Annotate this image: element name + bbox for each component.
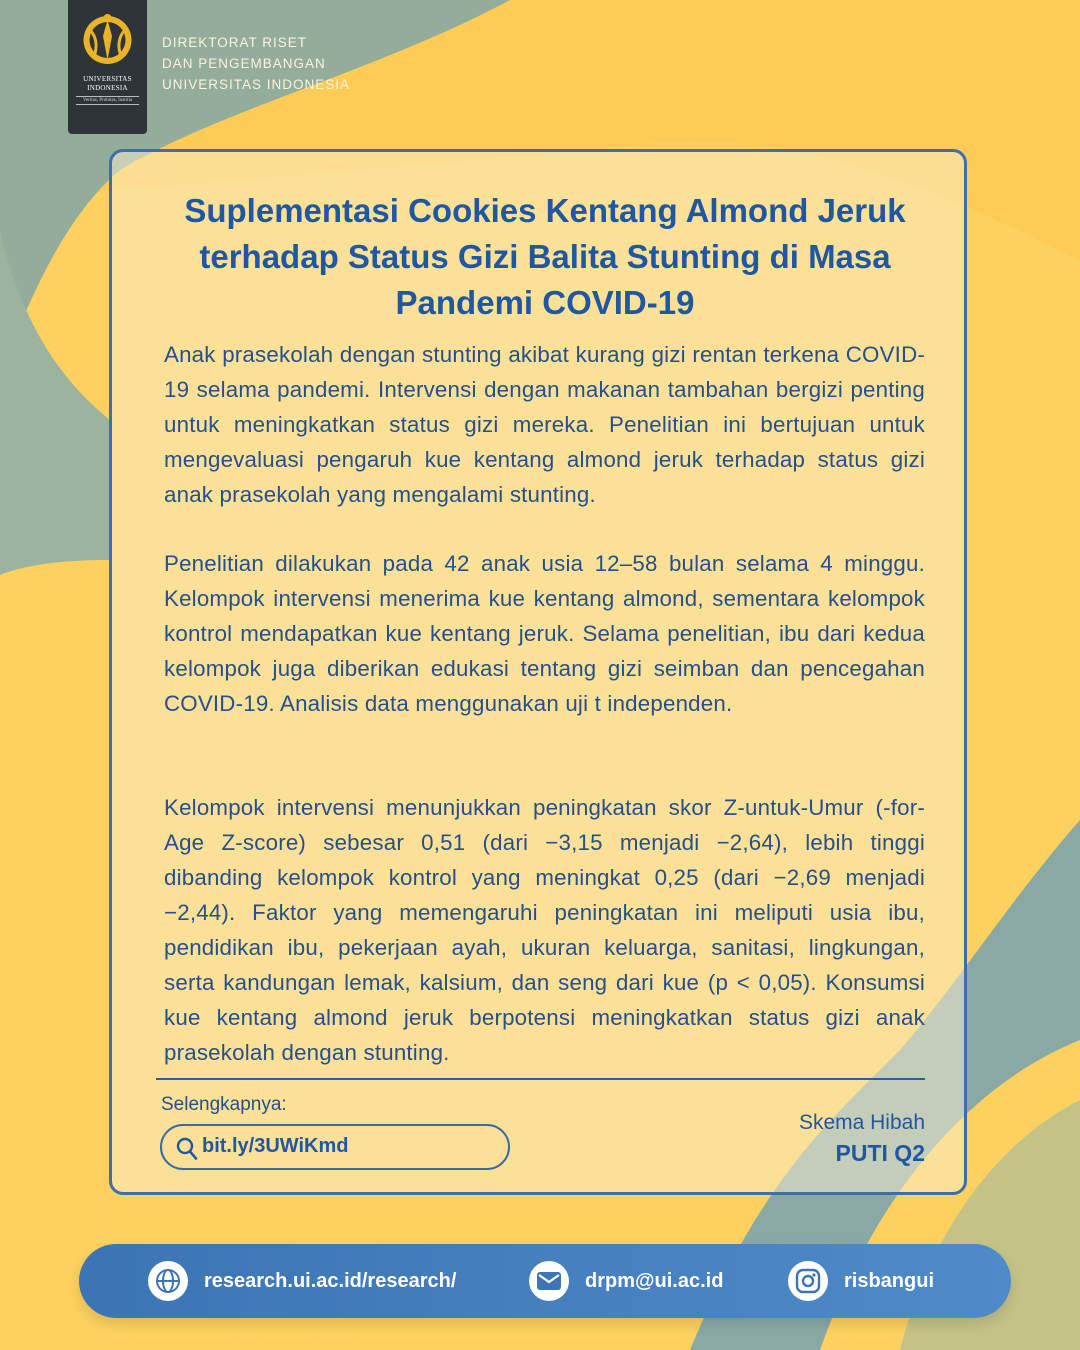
globe-icon	[148, 1261, 188, 1301]
logo-text-line2: INDONESIA	[87, 84, 128, 92]
org-line: DAN PENGEMBANGAN	[162, 56, 326, 71]
logo-motto: Veritas, Probitas, Iustitia	[76, 96, 139, 105]
instagram-text[interactable]: risbangui	[844, 1269, 935, 1292]
title-line: Pandemi COVID-19	[395, 284, 695, 321]
mail-icon	[529, 1261, 569, 1301]
logo-text-line1: UNIVERSITAS	[83, 75, 132, 83]
article-title	[150, 188, 940, 326]
search-icon	[176, 1137, 198, 1161]
scheme-label: Skema Hibah	[798, 1111, 925, 1134]
title-line: terhadap Status Gizi Balita Stunting di Masa	[199, 238, 891, 275]
instagram-icon	[788, 1261, 828, 1301]
contact-footer	[79, 1244, 1011, 1318]
grant-scheme	[799, 1109, 925, 1169]
divider	[156, 1078, 925, 1080]
website-link[interactable]	[148, 1261, 456, 1301]
email-text[interactable]: drpm@ui.ac.id	[585, 1269, 724, 1292]
more-label: Selengkapnya:	[161, 1094, 287, 1115]
instagram-link[interactable]	[788, 1261, 934, 1301]
scheme-name: PUTI Q2	[835, 1140, 925, 1166]
university-logo	[68, 0, 147, 134]
organization-name	[162, 32, 350, 95]
paragraph-method: Penelitian dilakukan pada 42 anak usia 12–58 bulan selama 4 minggu. Kelompok intervensi menerima kue kentang almond, sementara kelompok kontrol mendapatkan kue kentang jeruk. Selama penelitian, ibu dari kedua kelompok juga diberikan edukasi tentang gizi seimban dan pencegahan COVID-19. Analisis data menggunakan uji t independen.	[164, 551, 925, 716]
makara-icon	[68, 0, 147, 74]
article-link[interactable]	[160, 1124, 510, 1170]
org-line: UNIVERSITAS INDONESIA	[162, 77, 351, 92]
title-line: Suplementasi Cookies Kentang Almond Jeruk	[184, 192, 906, 229]
email-link[interactable]	[529, 1261, 723, 1301]
paragraph-results: Kelompok intervensi menunjukkan peningkatan skor Z-untuk-Umur (-for-Age Z-score) sebesar 0,51 (dari −3,15 menjadi −2,64), lebih tinggi dibanding kelompok kontrol yang meningkat 0,25 (dari −2,69 menjadi −2,44). Faktor yang memengaruhi peningkatan ini meliputi usia ibu, pendidikan ibu, pekerjaan ayah, ukuran keluarga, sanitasi, lingkungan, serta kandungan lemak, kalsium, dan seng dari kue (p < 0,05). Konsumsi kue kentang almond jeruk berpotensi meningkatkan status gizi anak prasekolah dengan stunting.	[164, 795, 925, 1065]
paragraph-background: Anak prasekolah dengan stunting akibat kurang gizi rentan terkena COVID-19 selama pandemi. Intervensi dengan makanan tambahan bergizi penting untuk meningkatkan status gizi mereka. Penelitian ini bertujuan untuk mengevaluasi pengaruh kue kentang almond jeruk terhadap status gizi anak prasekolah yang mengalami stunting.	[164, 342, 925, 507]
org-line: DIREKTORAT RISET	[162, 35, 308, 50]
website-text[interactable]: research.ui.ac.id/research/	[204, 1269, 457, 1292]
link-text[interactable]: bit.ly/3UWiKmd	[202, 1135, 349, 1157]
